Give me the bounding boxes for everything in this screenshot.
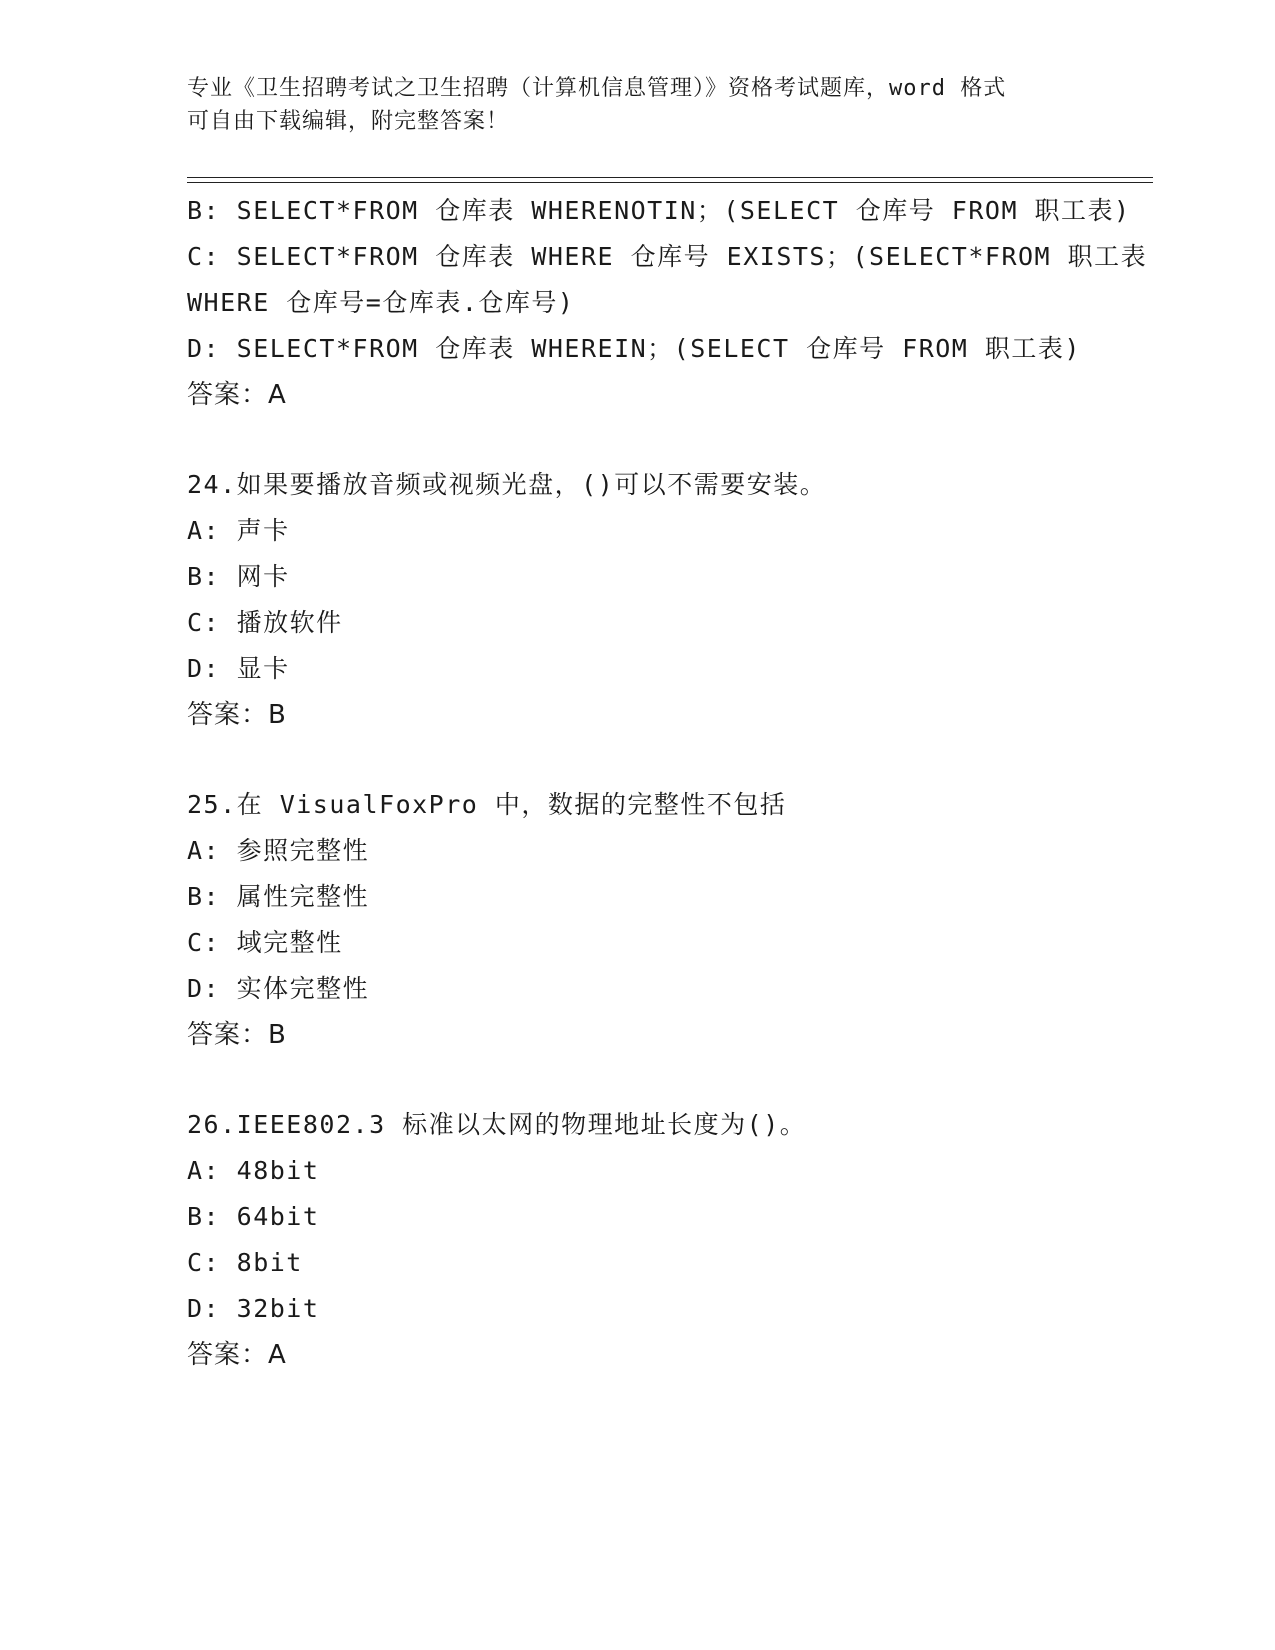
document-header: [187, 72, 1087, 138]
header-divider-bottom: [187, 182, 1153, 183]
question-25-option-d: D: 实体完整性: [187, 974, 370, 1003]
question-24-answer: 答案：B: [187, 700, 287, 730]
question-23-block: [187, 188, 1147, 418]
question-26-option-a: A: 48bit: [187, 1156, 320, 1185]
spacer: [187, 418, 1147, 462]
question-26-text: 26.IEEE802.3 标准以太网的物理地址长度为()。: [187, 1110, 807, 1139]
question-24-text: 24.如果要播放音频或视频光盘，()可以不需要安装。: [187, 470, 827, 499]
question-list: [187, 188, 1147, 1378]
question-25-option-c: C: 域完整性: [187, 928, 343, 957]
question-25-option-b: B: 属性完整性: [187, 882, 370, 911]
question-26-option-c: C: 8bit: [187, 1248, 303, 1277]
spacer: [187, 738, 1147, 782]
header-line-2: 可自由下载编辑，附完整答案！: [187, 109, 510, 134]
question-24-option-b: B: 网卡: [187, 562, 290, 591]
spacer: [187, 1058, 1147, 1102]
header-divider-top: [187, 177, 1153, 178]
question-26-option-d: D: 32bit: [187, 1294, 320, 1323]
question-24-option-a: A: 声卡: [187, 516, 290, 545]
question-23-option-d: D: SELECT*FROM 仓库表 WHEREIN；(SELECT 仓库号 FROM 职工表): [187, 334, 1081, 363]
question-23-option-c-line1: C: SELECT*FROM 仓库表 WHERE 仓库号 EXISTS；(SELECT*FROM 职工表: [187, 242, 1148, 271]
question-25-block: [187, 782, 1147, 1058]
question-26-option-b: B: 64bit: [187, 1202, 320, 1231]
question-23-option-c-line2: WHERE 仓库号=仓库表.仓库号): [187, 288, 575, 317]
question-24-option-c: C: 播放软件: [187, 608, 343, 637]
question-25-option-a: A: 参照完整性: [187, 836, 370, 865]
question-26-answer: 答案：A: [187, 1340, 287, 1370]
header-line-1: 专业《卫生招聘考试之卫生招聘（计算机信息管理）》资格考试题库，word 格式: [187, 76, 1007, 101]
question-23-answer: 答案：A: [187, 380, 287, 410]
question-24-option-d: D: 显卡: [187, 654, 290, 683]
question-24-block: [187, 462, 1147, 738]
question-26-block: [187, 1102, 1147, 1378]
question-25-text: 25.在 VisualFoxPro 中，数据的完整性不包括: [187, 790, 787, 819]
question-25-answer: 答案：B: [187, 1020, 287, 1050]
question-23-option-b: B: SELECT*FROM 仓库表 WHERENOTIN；(SELECT 仓库号 FROM 职工表): [187, 196, 1131, 225]
